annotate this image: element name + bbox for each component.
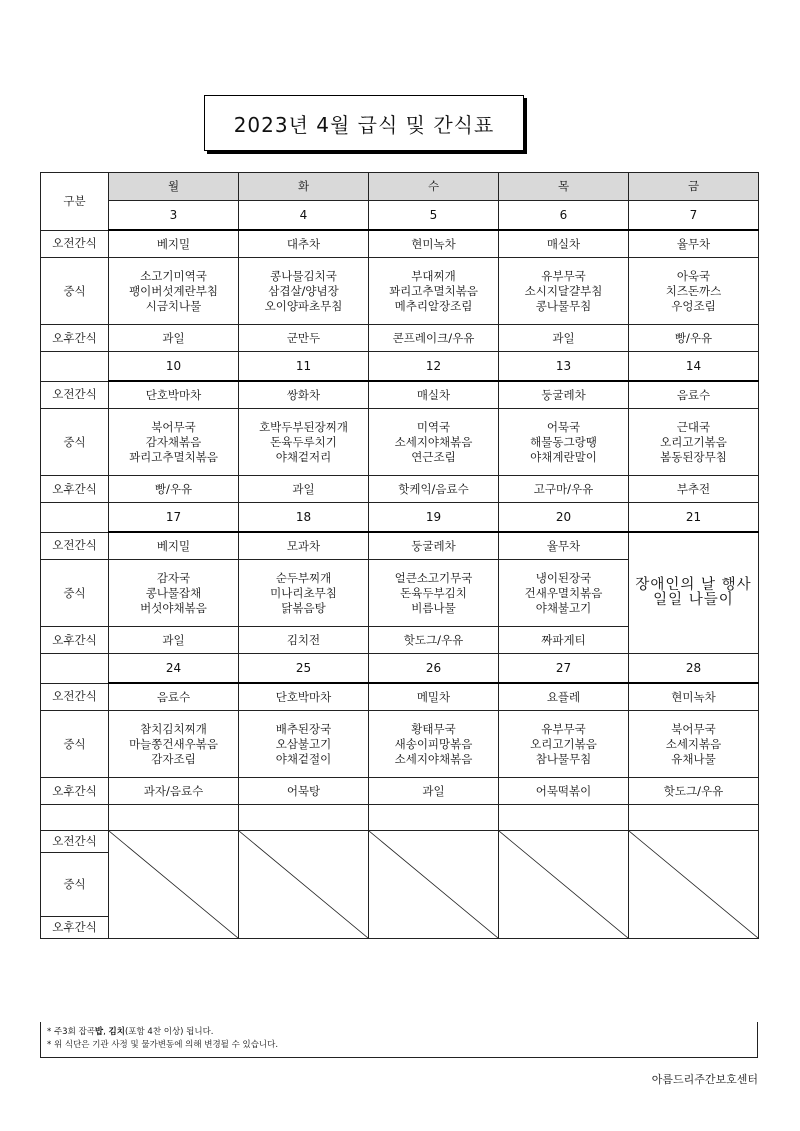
date-cell: 10 [109, 352, 239, 382]
date-cell: 17 [109, 503, 239, 533]
pm-snack: 빵/우유 [109, 476, 239, 503]
lunch-cell: 감자국 콩나물잡채 버섯야채볶음 [109, 560, 239, 627]
row-label-am: 오전간식 [41, 532, 109, 560]
date-cell: 4 [239, 201, 369, 231]
day-mon: 월 [109, 173, 239, 201]
date-cell: 27 [499, 654, 629, 684]
pm-snack: 짜파게티 [499, 627, 629, 654]
empty-cell [109, 805, 239, 831]
footnote-2: * 위 식단은 기관 사정 및 물가변동에 의해 변경될 수 있습니다. [47, 1040, 279, 1050]
date-cell: 19 [369, 503, 499, 533]
date-cell: 18 [239, 503, 369, 533]
am-snack: 현미녹차 [369, 230, 499, 258]
row-label-am: 오전간식 [41, 230, 109, 258]
empty-cell [499, 805, 629, 831]
empty-cell [41, 654, 109, 684]
row-label-pm: 오후간식 [41, 476, 109, 503]
day-wed: 수 [369, 173, 499, 201]
center-name: 아름드리주간보호센터 [651, 1073, 758, 1086]
pm-snack: 과일 [369, 778, 499, 805]
lunch-cell: 배추된장국 오삼불고기 야채겉절이 [239, 711, 369, 778]
date-cell: 12 [369, 352, 499, 382]
am-snack: 율무차 [499, 532, 629, 560]
unused-day-cell [629, 831, 759, 939]
day-tue: 화 [239, 173, 369, 201]
menu-table [40, 172, 759, 939]
unused-day-cell [499, 831, 629, 939]
empty-cell [41, 805, 109, 831]
diagonal-line [499, 831, 628, 938]
unused-day-cell [109, 831, 239, 939]
row-label-pm: 오후간식 [41, 778, 109, 805]
date-cell: 6 [499, 201, 629, 231]
unused-day-cell [369, 831, 499, 939]
date-cell: 5 [369, 201, 499, 231]
pm-snack: 과일 [109, 627, 239, 654]
unused-day-cell [239, 831, 369, 939]
date-cell: 28 [629, 654, 759, 684]
lunch-cell: 호박두부된장찌개 돈육두루치기 야채겉저리 [239, 409, 369, 476]
am-snack: 메밀차 [369, 683, 499, 711]
am-snack: 대추차 [239, 230, 369, 258]
am-snack: 베지밀 [109, 230, 239, 258]
event-note: 장애인의 날 행사 일일 나들이 [629, 532, 759, 654]
pm-snack: 핫케익/음료수 [369, 476, 499, 503]
lunch-cell: 북어무국 소세지볶음 유채나물 [629, 711, 759, 778]
day-thu: 목 [499, 173, 629, 201]
date-cell: 25 [239, 654, 369, 684]
am-snack: 현미녹차 [629, 683, 759, 711]
empty-cell [239, 805, 369, 831]
am-snack: 요플레 [499, 683, 629, 711]
pm-snack: 김치전 [239, 627, 369, 654]
lunch-cell: 북어무국 감자채볶음 꽈리고추멸치볶음 [109, 409, 239, 476]
lunch-cell: 근대국 오리고기볶음 봄동된장무침 [629, 409, 759, 476]
am-snack: 단호박마차 [239, 683, 369, 711]
lunch-cell: 얼큰소고기무국 돈육두부김치 비름나물 [369, 560, 499, 627]
date-cell: 26 [369, 654, 499, 684]
category-label: 구분 [41, 173, 109, 231]
page-title: 2023년 4월 급식 및 간식표 [204, 95, 524, 151]
lunch-cell: 콩나물김치국 삼겹살/양념장 오이양파초무침 [239, 258, 369, 325]
lunch-cell: 부대찌개 꽈리고추멸치볶음 메추리알장조림 [369, 258, 499, 325]
pm-snack: 군만두 [239, 325, 369, 352]
date-cell: 21 [629, 503, 759, 533]
row-label-lunch: 중식 [41, 258, 109, 325]
am-snack: 율무차 [629, 230, 759, 258]
pm-snack: 핫도그/우유 [629, 778, 759, 805]
pm-snack: 어묵떡볶이 [499, 778, 629, 805]
date-cell: 7 [629, 201, 759, 231]
row-label-pm: 오후간식 [41, 627, 109, 654]
pm-snack: 과일 [499, 325, 629, 352]
diagonal-line [239, 831, 368, 938]
pm-snack: 어묵탕 [239, 778, 369, 805]
am-snack: 매실차 [499, 230, 629, 258]
row-label-lunch: 중식 [41, 853, 109, 917]
date-cell: 13 [499, 352, 629, 382]
row-label-pm: 오후간식 [41, 917, 109, 939]
am-snack: 둥굴레차 [369, 532, 499, 560]
empty-cell [369, 805, 499, 831]
am-snack: 둥굴레차 [499, 381, 629, 409]
lunch-cell: 소고기미역국 팽이버섯계란부침 시금치나물 [109, 258, 239, 325]
row-label-am: 오전간식 [41, 831, 109, 853]
lunch-cell: 유부무국 소시지달걀부침 콩나물무침 [499, 258, 629, 325]
diagonal-line [629, 831, 758, 938]
pm-snack: 과일 [109, 325, 239, 352]
footnote-1: * 주3회 잡곡밥, 김치(포함 4찬 이상) 됩니다. [47, 1027, 214, 1037]
pm-snack: 과자/음료수 [109, 778, 239, 805]
date-cell: 14 [629, 352, 759, 382]
pm-snack: 과일 [239, 476, 369, 503]
row-label-pm: 오후간식 [41, 325, 109, 352]
am-snack: 쌍화차 [239, 381, 369, 409]
pm-snack: 핫도그/우유 [369, 627, 499, 654]
date-cell: 11 [239, 352, 369, 382]
empty-cell [41, 352, 109, 382]
pm-snack: 고구마/우유 [499, 476, 629, 503]
row-label-am: 오전간식 [41, 683, 109, 711]
day-fri: 금 [629, 173, 759, 201]
am-snack: 매실차 [369, 381, 499, 409]
diagonal-line [369, 831, 498, 938]
pm-snack: 부추전 [629, 476, 759, 503]
row-label-lunch: 중식 [41, 409, 109, 476]
lunch-cell: 유부무국 오리고기볶음 참나물무침 [499, 711, 629, 778]
date-cell: 24 [109, 654, 239, 684]
diagonal-line [109, 831, 238, 938]
date-cell: 3 [109, 201, 239, 231]
lunch-cell: 참치김치찌개 마늘쫑건새우볶음 감자조림 [109, 711, 239, 778]
lunch-cell: 냉이된장국 건새우멸치볶음 야채불고기 [499, 560, 629, 627]
lunch-cell: 미역국 소세지야채볶음 연근조림 [369, 409, 499, 476]
pm-snack: 빵/우유 [629, 325, 759, 352]
lunch-cell: 아욱국 치즈돈까스 우엉조림 [629, 258, 759, 325]
lunch-cell: 황태무국 새송이피망볶음 소세지야채볶음 [369, 711, 499, 778]
empty-cell [629, 805, 759, 831]
row-label-lunch: 중식 [41, 711, 109, 778]
date-cell: 20 [499, 503, 629, 533]
am-snack: 모과차 [239, 532, 369, 560]
empty-cell [41, 503, 109, 533]
row-label-am: 오전간식 [41, 381, 109, 409]
row-label-lunch: 중식 [41, 560, 109, 627]
footnotes [40, 1022, 758, 1058]
am-snack: 음료수 [109, 683, 239, 711]
lunch-cell: 순두부찌개 미나리초무침 닭볶음탕 [239, 560, 369, 627]
am-snack: 음료수 [629, 381, 759, 409]
lunch-cell: 어묵국 해물동그랑땡 야채계란말이 [499, 409, 629, 476]
am-snack: 단호박마차 [109, 381, 239, 409]
pm-snack: 콘프레이크/우유 [369, 325, 499, 352]
am-snack: 베지밀 [109, 532, 239, 560]
